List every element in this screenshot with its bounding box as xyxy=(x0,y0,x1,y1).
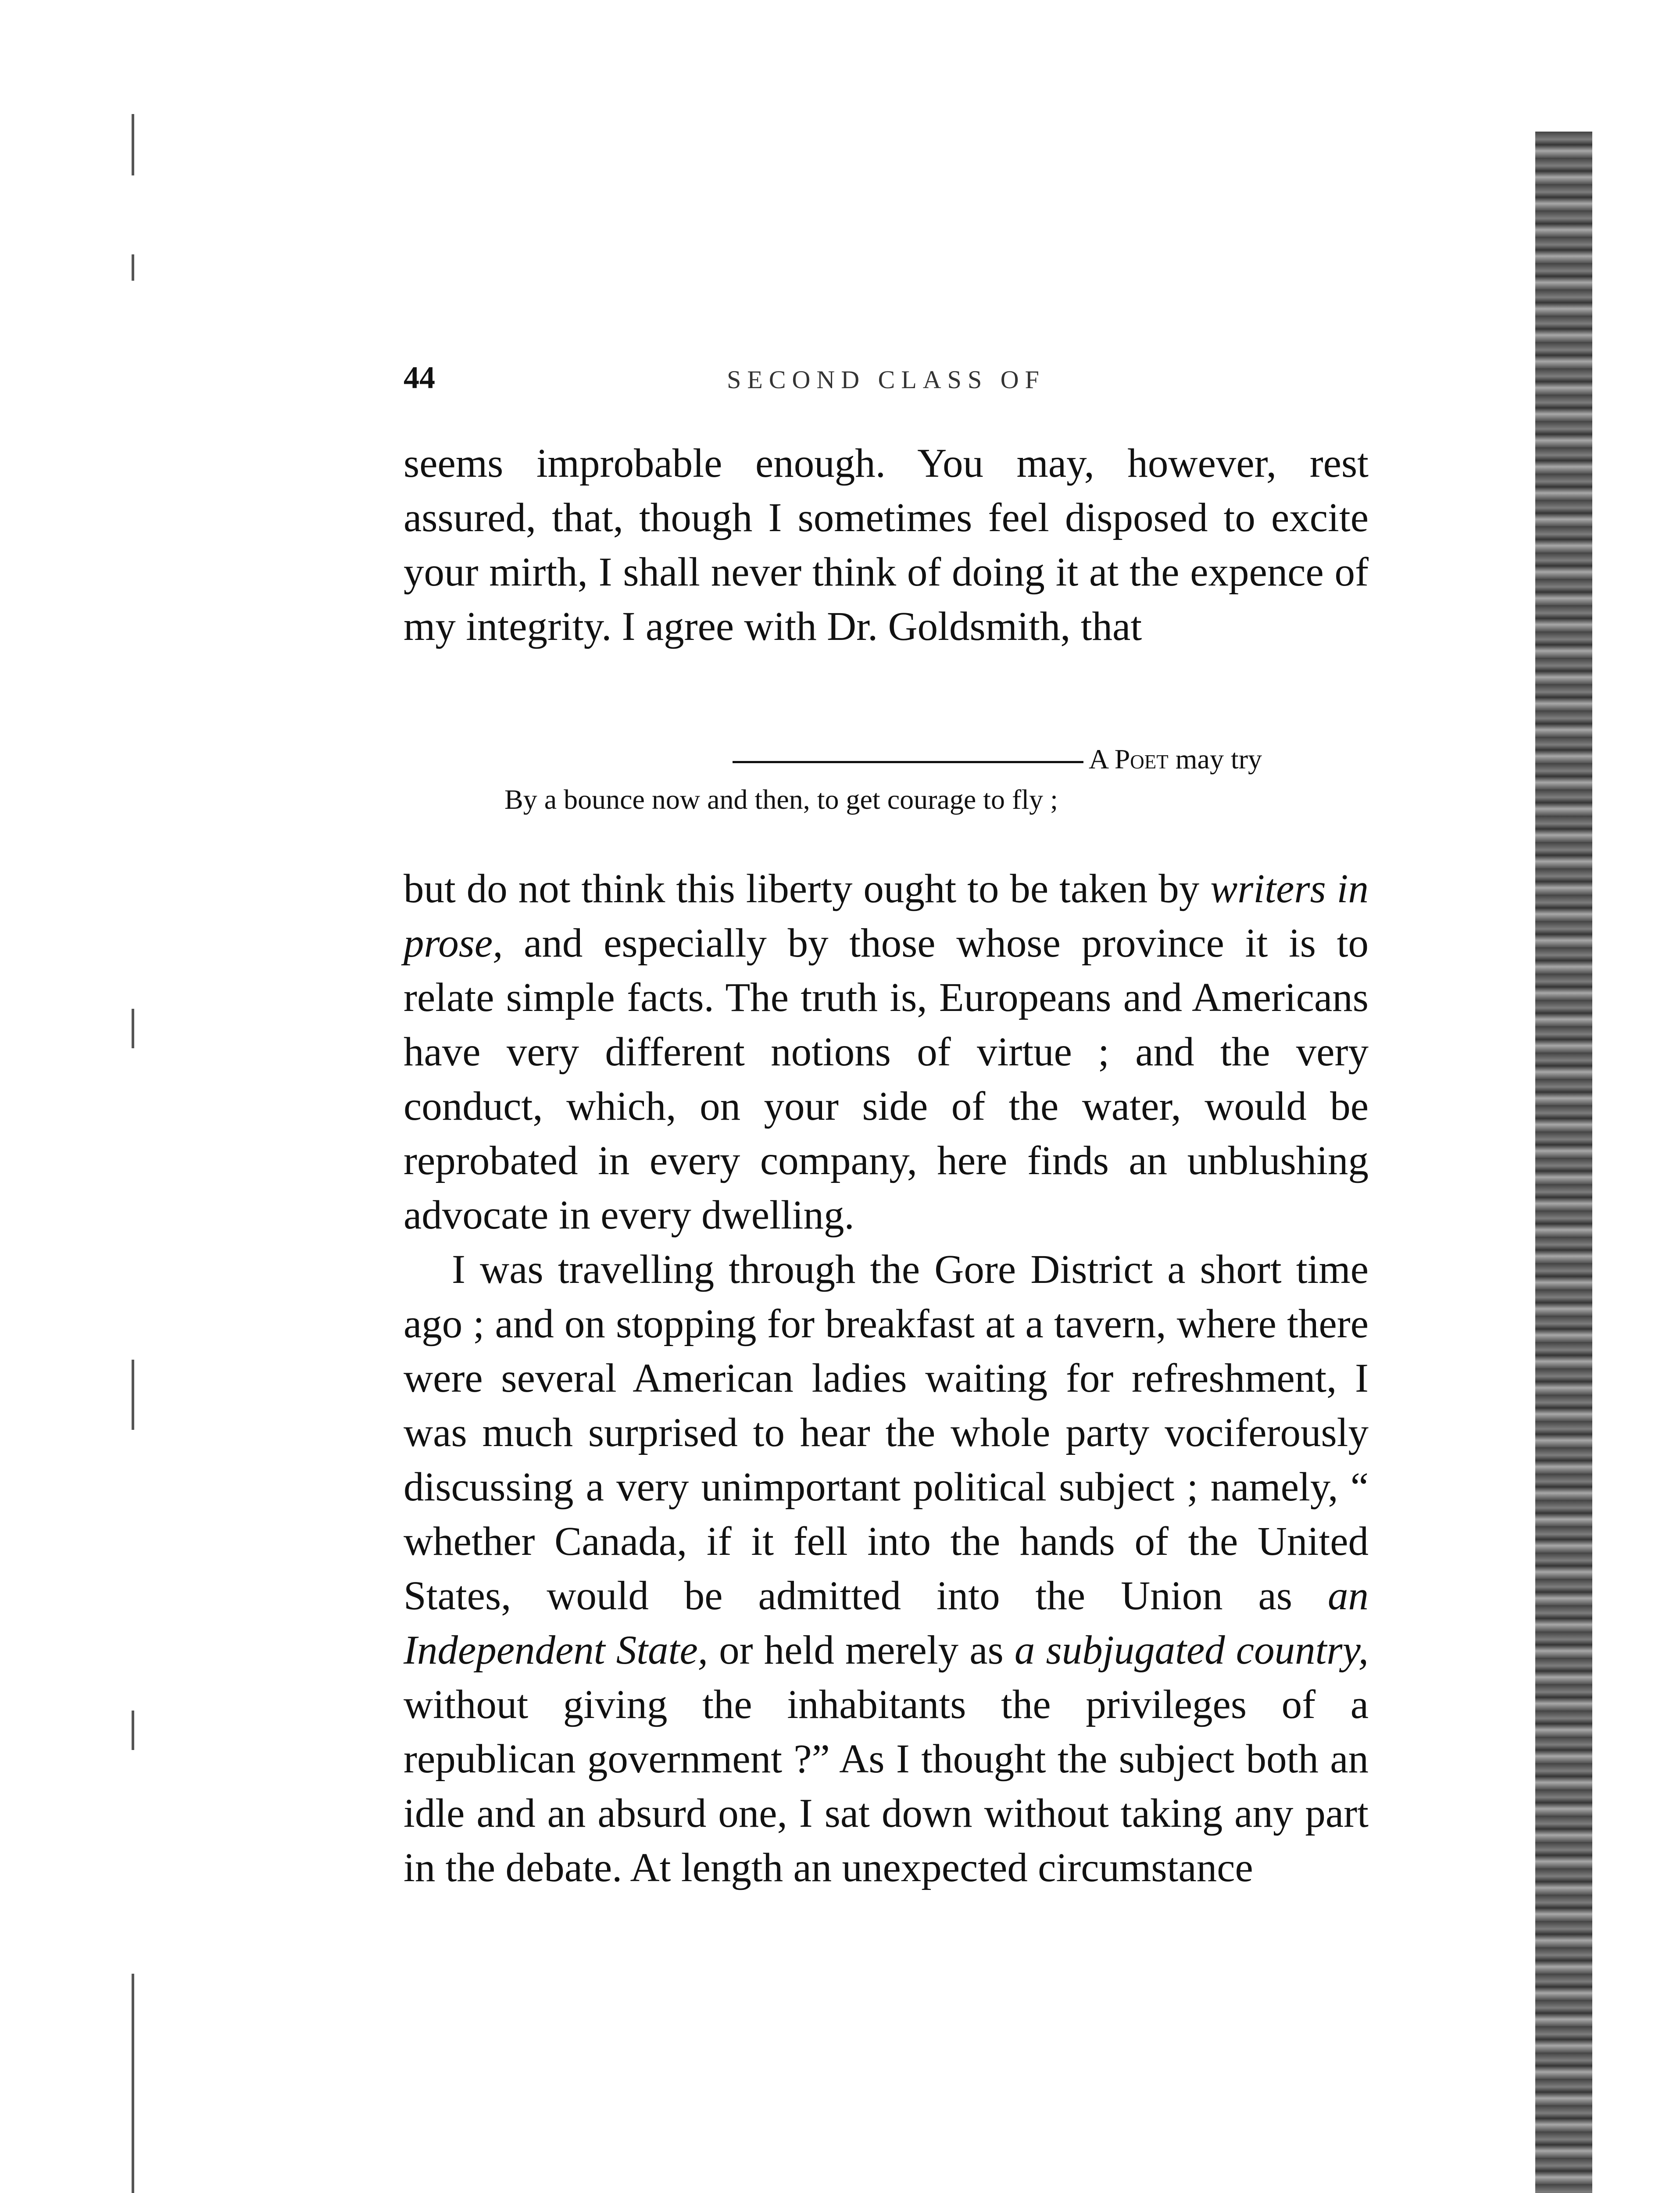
body-paragraphs xyxy=(404,862,1369,1895)
paragraph-2-italic: writers in prose, xyxy=(404,866,1369,966)
verse-dash xyxy=(733,761,1083,763)
verse-line-2: By a bounce now and then, to get courage to fly ; xyxy=(504,784,1058,815)
paragraph-3 xyxy=(404,1243,1369,1895)
page-number: 44 xyxy=(404,360,435,395)
left-margin-marks xyxy=(132,88,149,2193)
paragraph-1-text: seems improbable enough. You may, however, rest assured, that, though I sometimes feel disposed to excite your mirth, I shall never think of doing it at the expence of my integrity. I agree with Dr. Goldsmith, that xyxy=(404,441,1369,649)
paragraph-3-italic-2: a subjugated country, xyxy=(1014,1628,1369,1673)
page-header xyxy=(404,360,1369,404)
scanned-page-edge xyxy=(1535,132,1592,2193)
paragraph-3-part-3: without giving the inhabitants the privileges of a republican government ?” As I thought the subject both an idle and an absurd one, I sat down without taking any part in the debate. At length an unexpected circumstance xyxy=(404,1682,1369,1890)
running-head: SECOND CLASS OF xyxy=(727,365,1045,394)
verse-poet: A Poet xyxy=(1089,743,1169,775)
paragraph-3-part-2: or held merely as xyxy=(719,1628,1004,1673)
verse-line-1-rest: may try xyxy=(1175,743,1262,775)
paragraph-1 xyxy=(404,436,1369,654)
paragraph-3-part-1: I was travelling through the Gore District a short time ago ; and on stopping for breakfast at a tavern, where there were several American ladies waiting for refreshment, I was much surprised to hear the whole party vociferously discussing a very unimportant political subject ; namely, “ whether Canada, if it fell into the hands of the United States, would be admitted into the Union as xyxy=(404,1247,1369,1618)
paragraph-2 xyxy=(404,862,1369,1243)
verse-line-1 xyxy=(504,739,1294,779)
verse-quotation xyxy=(504,739,1294,820)
paragraph-2-end: and especially by those whose province it is to relate simple facts. The truth is, Europeans and Americans have very different notions of virtue ; and the very conduct, which, on your side of the water, would be reprobated in every company, here finds an unblushing advocate in every dwelling. xyxy=(404,921,1369,1238)
paragraph-2-start: but do not think this liberty ought to be taken by xyxy=(404,866,1200,911)
paragraph-3-italic-1: an Independent State, xyxy=(404,1573,1369,1673)
